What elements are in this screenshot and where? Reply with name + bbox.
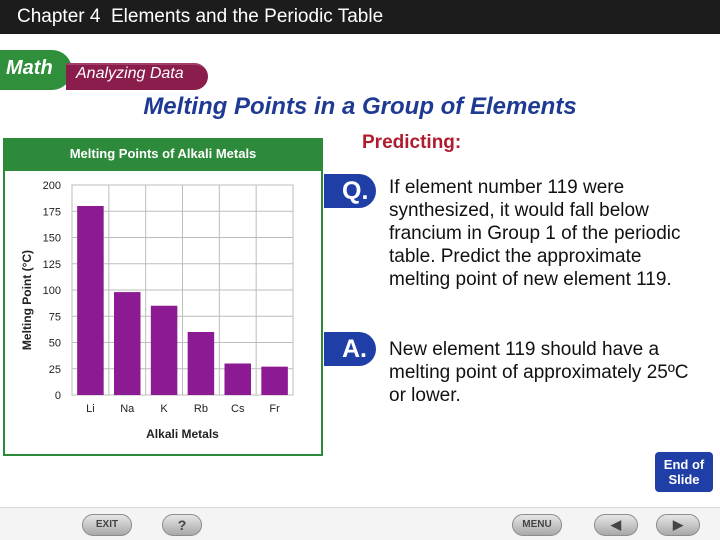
- answer-text: New element 119 should have a melting point of approximately 25ºC or lower.: [389, 339, 689, 406]
- x-tick-label: K: [160, 403, 168, 415]
- bar: [224, 364, 251, 396]
- y-tick-label: 100: [42, 285, 61, 297]
- end-of-slide-button[interactable]: [655, 452, 713, 492]
- help-button[interactable]: ?: [162, 514, 202, 536]
- y-tick-label: 25: [48, 363, 61, 376]
- y-tick-label: 0: [54, 390, 61, 402]
- chart-grid: [72, 185, 293, 395]
- bar: [151, 306, 178, 395]
- y-tick-label: 125: [42, 258, 61, 271]
- chapter-title: Chapter 4 Elements and the Periodic Table: [17, 6, 384, 27]
- y-tick-label: 175: [42, 206, 61, 219]
- question-badge: Q.: [328, 174, 376, 208]
- bar: [188, 332, 215, 395]
- y-axis-label: Melting Point (°C): [20, 249, 34, 351]
- math-label: Math: [6, 57, 53, 79]
- bar: [77, 206, 104, 395]
- bar: [261, 367, 288, 395]
- predicting-label: Predicting:: [362, 132, 462, 153]
- end-of-slide-line1: End of: [663, 457, 705, 472]
- y-tick-label: 150: [42, 232, 61, 245]
- slide-title: Melting Points in a Group of Elements: [143, 93, 577, 120]
- end-of-slide-line2: Slide: [668, 472, 700, 487]
- x-tick-label: Cs: [231, 403, 245, 415]
- bar-chart: [5, 140, 321, 454]
- exit-button[interactable]: EXIT: [82, 514, 132, 536]
- x-tick-label: Fr: [269, 403, 280, 415]
- x-axis-label: Alkali Metals: [146, 427, 219, 441]
- answer-badge: A.: [328, 332, 376, 366]
- x-tick-label: Rb: [193, 403, 208, 415]
- x-tick-label: Li: [86, 403, 95, 415]
- menu-button[interactable]: MENU: [512, 514, 562, 536]
- chart-title: Melting Points of Alkali Metals: [69, 146, 257, 161]
- y-tick-label: 75: [48, 311, 61, 324]
- question-text: If element number 119 were synthesized, it would fall below francium in Group 1 of the periodic table. Predict the approximate melting point of new element 119.: [389, 177, 681, 290]
- bar: [114, 292, 141, 395]
- header-bar: [0, 0, 720, 34]
- next-slide-button[interactable]: ▶: [656, 514, 700, 536]
- y-tick-label: 200: [42, 180, 61, 192]
- y-tick-label: 50: [48, 337, 61, 350]
- previous-slide-button[interactable]: ◀: [594, 514, 638, 536]
- x-tick-label: Na: [120, 403, 135, 415]
- chart-panel: [3, 138, 323, 456]
- analyzing-data-label: Analyzing Data: [76, 65, 184, 82]
